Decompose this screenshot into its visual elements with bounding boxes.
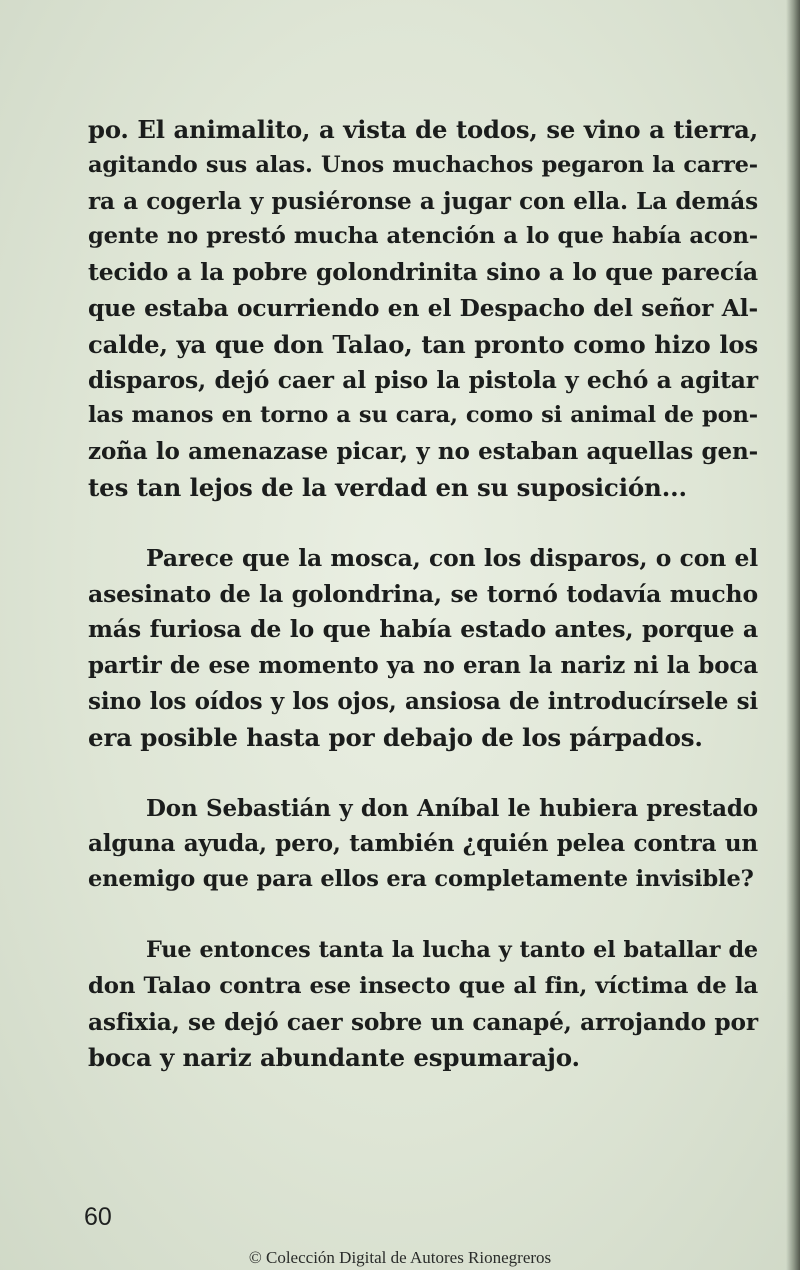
footer-credit: © Colección Digital de Autores Rionegreros xyxy=(248,1248,552,1267)
text-line: sino los oídos y los ojos, ansiosa de introducírsele si xyxy=(88,687,758,715)
text-line: Fue entonces tanta la lucha y tanto el batallar de xyxy=(146,936,758,963)
text-line: las manos en torno a su cara, como si animal de pon- xyxy=(88,402,758,429)
text-line: más furiosa de lo que había estado antes, porque a xyxy=(88,615,758,644)
paragraph-3 xyxy=(88,791,758,898)
paragraph-4 xyxy=(88,933,758,1076)
text-line: po. El animalito, a vista de todos, se vino a tierra, xyxy=(88,115,758,144)
text-line: enemigo que para ellos era completamente invisible? xyxy=(88,866,754,893)
text-line: don Talao contra ese insecto que al fin, víctima de la xyxy=(88,972,758,999)
text-line: alguna ayuda, pero, también ¿quién pelea contra un xyxy=(88,830,758,858)
text-line: zoña lo amenazase picar, y no estaban aquellas gen- xyxy=(88,438,758,466)
text-line: asfixia, se dejó caer sobre un canapé, arrojando por xyxy=(88,1008,758,1036)
text-line: disparos, dejó caer al piso la pistola y echó a agitar xyxy=(88,365,758,394)
text-line: agitando sus alas. Unos muchachos pegaron la carre- xyxy=(88,151,758,178)
text-line: tes tan lejos de la verdad en su suposición... xyxy=(88,472,687,502)
page-number: 60 xyxy=(84,1203,112,1231)
book-spine-shadow xyxy=(786,0,800,1270)
text-line: tecido a la pobre golondrinita sino a lo que parecía xyxy=(88,258,758,287)
text-line: Parece que la mosca, con los disparos, o con el xyxy=(146,543,758,572)
paragraph-2 xyxy=(88,541,758,756)
text-line: ra a cogerla y pusiéronse a jugar con ella. La demás xyxy=(88,187,758,215)
text-line: calde, ya que don Talao, tan pronto como hizo los xyxy=(88,329,758,359)
text-line: era posible hasta por debajo de los párpados. xyxy=(88,722,703,752)
text-line: Don Sebastián y don Aníbal le hubiera prestado xyxy=(146,794,758,822)
text-line: boca y nariz abundante espumarajo. xyxy=(88,1043,580,1073)
text-line: partir de ese momento ya no eran la nariz ni la boca xyxy=(88,652,758,680)
body-text xyxy=(88,112,758,1076)
paragraph-1 xyxy=(88,112,758,506)
text-line: asesinato de la golondrina, se tornó todavía mucho xyxy=(88,579,758,608)
text-line: gente no prestó mucha atención a lo que había acon- xyxy=(88,223,758,250)
text-line: que estaba ocurriendo en el Despacho del señor Al- xyxy=(88,293,758,322)
